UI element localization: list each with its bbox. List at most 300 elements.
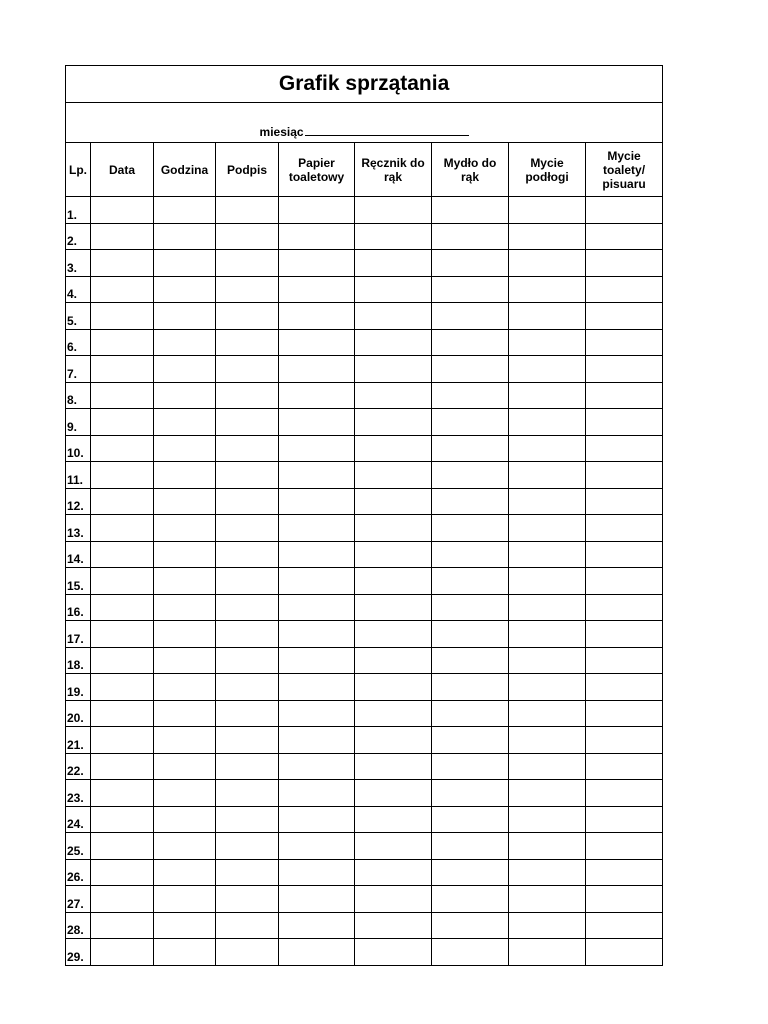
entry-cell-mydlo-do-rak[interactable] <box>432 859 509 886</box>
entry-cell-mydlo-do-rak[interactable] <box>432 912 509 939</box>
entry-cell-data[interactable] <box>91 303 154 330</box>
table-row <box>66 568 663 595</box>
entry-cell-data[interactable] <box>91 647 154 674</box>
entry-cell-mycie-podlogi[interactable] <box>509 329 586 356</box>
entry-cell-mycie-podlogi[interactable] <box>509 515 586 542</box>
table-row <box>66 462 663 489</box>
entry-cell-mydlo-do-rak[interactable] <box>432 833 509 860</box>
entry-cell-papier-toaletowy[interactable] <box>279 594 355 621</box>
document-title: Grafik sprzątania <box>66 66 663 103</box>
entry-cell-data[interactable] <box>91 541 154 568</box>
entry-cell-podpis[interactable] <box>216 700 279 727</box>
row-number: 4. <box>66 276 91 303</box>
entry-cell-podpis[interactable] <box>216 197 279 224</box>
table-row <box>66 276 663 303</box>
table-row <box>66 939 663 966</box>
entry-cell-godzina[interactable] <box>154 859 216 886</box>
entry-cell-mydlo-do-rak[interactable] <box>432 674 509 701</box>
entry-cell-recznik-do-rak[interactable] <box>355 356 432 383</box>
entry-cell-papier-toaletowy[interactable] <box>279 647 355 674</box>
entry-cell-godzina[interactable] <box>154 223 216 250</box>
entry-cell-data[interactable] <box>91 806 154 833</box>
entry-cell-papier-toaletowy[interactable] <box>279 541 355 568</box>
entry-cell-mycie-podlogi[interactable] <box>509 568 586 595</box>
entry-cell-papier-toaletowy[interactable] <box>279 197 355 224</box>
entry-cell-papier-toaletowy[interactable] <box>279 727 355 754</box>
table-row <box>66 435 663 462</box>
entry-cell-recznik-do-rak[interactable] <box>355 912 432 939</box>
entry-cell-recznik-do-rak[interactable] <box>355 886 432 913</box>
entry-cell-recznik-do-rak[interactable] <box>355 753 432 780</box>
month-label: miesiąc <box>259 125 304 139</box>
entry-cell-papier-toaletowy[interactable] <box>279 939 355 966</box>
entry-cell-mydlo-do-rak[interactable] <box>432 700 509 727</box>
entry-cell-papier-toaletowy[interactable] <box>279 356 355 383</box>
entry-cell-papier-toaletowy[interactable] <box>279 859 355 886</box>
entry-cell-recznik-do-rak[interactable] <box>355 515 432 542</box>
entry-cell-mycie-toalety-pisuaru[interactable] <box>586 541 663 568</box>
table-row <box>66 833 663 860</box>
entry-cell-data[interactable] <box>91 276 154 303</box>
entry-cell-data[interactable] <box>91 223 154 250</box>
table-row <box>66 780 663 807</box>
entry-cell-papier-toaletowy[interactable] <box>279 568 355 595</box>
entry-cell-mycie-toalety-pisuaru[interactable] <box>586 276 663 303</box>
entry-cell-papier-toaletowy[interactable] <box>279 515 355 542</box>
entry-cell-podpis[interactable] <box>216 329 279 356</box>
entry-cell-data[interactable] <box>91 197 154 224</box>
entry-cell-podpis[interactable] <box>216 435 279 462</box>
entry-cell-mycie-toalety-pisuaru[interactable] <box>586 780 663 807</box>
entry-cell-podpis[interactable] <box>216 276 279 303</box>
entry-cell-mycie-toalety-pisuaru[interactable] <box>586 912 663 939</box>
row-number: 20. <box>66 700 91 727</box>
entry-cell-papier-toaletowy[interactable] <box>279 462 355 489</box>
entry-cell-papier-toaletowy[interactable] <box>279 382 355 409</box>
entry-cell-recznik-do-rak[interactable] <box>355 700 432 727</box>
entry-cell-podpis[interactable] <box>216 621 279 648</box>
entry-cell-mycie-toalety-pisuaru[interactable] <box>586 197 663 224</box>
row-number: 23. <box>66 780 91 807</box>
entry-cell-mycie-toalety-pisuaru[interactable] <box>586 859 663 886</box>
entry-cell-godzina[interactable] <box>154 594 216 621</box>
table-row <box>66 912 663 939</box>
entry-cell-godzina[interactable] <box>154 647 216 674</box>
row-number: 7. <box>66 356 91 383</box>
entry-cell-godzina[interactable] <box>154 435 216 462</box>
row-number: 17. <box>66 621 91 648</box>
table-row <box>66 727 663 754</box>
row-number: 14. <box>66 541 91 568</box>
row-number: 8. <box>66 382 91 409</box>
column-header-podpis: Podpis <box>216 143 279 197</box>
row-number: 21. <box>66 727 91 754</box>
entry-cell-podpis[interactable] <box>216 515 279 542</box>
entry-cell-recznik-do-rak[interactable] <box>355 806 432 833</box>
entry-cell-mycie-podlogi[interactable] <box>509 462 586 489</box>
entry-cell-mydlo-do-rak[interactable] <box>432 515 509 542</box>
column-header-mycie-toalety-pisuaru: Mycie toalety/ pisuaru <box>586 143 663 197</box>
entry-cell-mydlo-do-rak[interactable] <box>432 594 509 621</box>
entry-cell-mycie-podlogi[interactable] <box>509 541 586 568</box>
entry-cell-podpis[interactable] <box>216 833 279 860</box>
table-row <box>66 621 663 648</box>
entry-cell-recznik-do-rak[interactable] <box>355 780 432 807</box>
entry-cell-godzina[interactable] <box>154 700 216 727</box>
row-number: 1. <box>66 197 91 224</box>
entry-cell-godzina[interactable] <box>154 753 216 780</box>
entry-cell-mycie-toalety-pisuaru[interactable] <box>586 435 663 462</box>
row-number: 26. <box>66 859 91 886</box>
entry-cell-mycie-toalety-pisuaru[interactable] <box>586 488 663 515</box>
entry-cell-mycie-podlogi[interactable] <box>509 356 586 383</box>
month-field[interactable] <box>66 103 663 143</box>
entry-cell-data[interactable] <box>91 594 154 621</box>
entry-cell-papier-toaletowy[interactable] <box>279 488 355 515</box>
table-row <box>66 806 663 833</box>
row-number: 29. <box>66 939 91 966</box>
entry-cell-data[interactable] <box>91 727 154 754</box>
table-row <box>66 303 663 330</box>
entry-cell-papier-toaletowy[interactable] <box>279 329 355 356</box>
entry-cell-mycie-podlogi[interactable] <box>509 727 586 754</box>
entry-cell-data[interactable] <box>91 382 154 409</box>
entry-cell-mycie-podlogi[interactable] <box>509 594 586 621</box>
entry-cell-mycie-toalety-pisuaru[interactable] <box>586 462 663 489</box>
entry-cell-recznik-do-rak[interactable] <box>355 674 432 701</box>
entry-cell-mycie-podlogi[interactable] <box>509 250 586 277</box>
entry-cell-data[interactable] <box>91 515 154 542</box>
entry-cell-papier-toaletowy[interactable] <box>279 276 355 303</box>
entry-cell-mydlo-do-rak[interactable] <box>432 250 509 277</box>
table-row <box>66 700 663 727</box>
entry-cell-mydlo-do-rak[interactable] <box>432 382 509 409</box>
row-number: 28. <box>66 912 91 939</box>
entry-cell-mycie-toalety-pisuaru[interactable] <box>586 647 663 674</box>
entry-cell-recznik-do-rak[interactable] <box>355 594 432 621</box>
entry-cell-godzina[interactable] <box>154 250 216 277</box>
entry-cell-podpis[interactable] <box>216 382 279 409</box>
entry-cell-recznik-do-rak[interactable] <box>355 727 432 754</box>
entry-cell-mycie-toalety-pisuaru[interactable] <box>586 515 663 542</box>
row-number: 16. <box>66 594 91 621</box>
entry-cell-godzina[interactable] <box>154 541 216 568</box>
entry-cell-data[interactable] <box>91 568 154 595</box>
entry-cell-mycie-toalety-pisuaru[interactable] <box>586 568 663 595</box>
entry-cell-podpis[interactable] <box>216 250 279 277</box>
entry-cell-mycie-podlogi[interactable] <box>509 833 586 860</box>
entry-cell-mycie-toalety-pisuaru[interactable] <box>586 223 663 250</box>
entry-cell-mycie-podlogi[interactable] <box>509 700 586 727</box>
cleaning-schedule-table <box>65 65 663 966</box>
table-row <box>66 753 663 780</box>
entry-cell-godzina[interactable] <box>154 780 216 807</box>
entry-cell-recznik-do-rak[interactable] <box>355 859 432 886</box>
entry-cell-recznik-do-rak[interactable] <box>355 462 432 489</box>
entry-cell-data[interactable] <box>91 780 154 807</box>
row-number: 5. <box>66 303 91 330</box>
entry-cell-mycie-podlogi[interactable] <box>509 753 586 780</box>
entry-cell-mydlo-do-rak[interactable] <box>432 806 509 833</box>
column-header-mycie-podlogi: Mycie podłogi <box>509 143 586 197</box>
row-number: 27. <box>66 886 91 913</box>
entry-cell-godzina[interactable] <box>154 276 216 303</box>
entry-cell-godzina[interactable] <box>154 409 216 436</box>
row-number: 12. <box>66 488 91 515</box>
entry-cell-data[interactable] <box>91 488 154 515</box>
entry-cell-data[interactable] <box>91 939 154 966</box>
entry-cell-mydlo-do-rak[interactable] <box>432 541 509 568</box>
entry-cell-mycie-podlogi[interactable] <box>509 303 586 330</box>
entry-cell-podpis[interactable] <box>216 727 279 754</box>
entry-cell-godzina[interactable] <box>154 886 216 913</box>
table-row <box>66 515 663 542</box>
column-header-lp: Lp. <box>66 143 91 197</box>
row-number: 6. <box>66 329 91 356</box>
table-row <box>66 886 663 913</box>
entry-cell-mydlo-do-rak[interactable] <box>432 329 509 356</box>
entry-cell-podpis[interactable] <box>216 753 279 780</box>
entry-cell-godzina[interactable] <box>154 303 216 330</box>
entry-cell-recznik-do-rak[interactable] <box>355 621 432 648</box>
entry-cell-mycie-podlogi[interactable] <box>509 939 586 966</box>
entry-cell-papier-toaletowy[interactable] <box>279 674 355 701</box>
entry-cell-recznik-do-rak[interactable] <box>355 197 432 224</box>
table-row <box>66 859 663 886</box>
entry-cell-mycie-podlogi[interactable] <box>509 806 586 833</box>
row-number: 18. <box>66 647 91 674</box>
entry-cell-godzina[interactable] <box>154 488 216 515</box>
entry-cell-podpis[interactable] <box>216 674 279 701</box>
entry-cell-recznik-do-rak[interactable] <box>355 939 432 966</box>
entry-cell-mycie-podlogi[interactable] <box>509 674 586 701</box>
row-number: 9. <box>66 409 91 436</box>
entry-cell-mydlo-do-rak[interactable] <box>432 488 509 515</box>
entry-cell-mycie-toalety-pisuaru[interactable] <box>586 382 663 409</box>
row-number: 19. <box>66 674 91 701</box>
entry-cell-podpis[interactable] <box>216 488 279 515</box>
entry-cell-mycie-podlogi[interactable] <box>509 912 586 939</box>
entry-cell-recznik-do-rak[interactable] <box>355 435 432 462</box>
entry-cell-papier-toaletowy[interactable] <box>279 621 355 648</box>
entry-cell-mycie-podlogi[interactable] <box>509 409 586 436</box>
entry-cell-recznik-do-rak[interactable] <box>355 833 432 860</box>
column-header-recznik-do-rak: Ręcznik do rąk <box>355 143 432 197</box>
entry-cell-godzina[interactable] <box>154 727 216 754</box>
entry-cell-podpis[interactable] <box>216 806 279 833</box>
entry-cell-recznik-do-rak[interactable] <box>355 568 432 595</box>
table-row <box>66 250 663 277</box>
entry-cell-recznik-do-rak[interactable] <box>355 647 432 674</box>
entry-cell-mydlo-do-rak[interactable] <box>432 568 509 595</box>
entry-cell-papier-toaletowy[interactable] <box>279 833 355 860</box>
entry-cell-godzina[interactable] <box>154 568 216 595</box>
entry-cell-papier-toaletowy[interactable] <box>279 912 355 939</box>
entry-cell-mycie-toalety-pisuaru[interactable] <box>586 329 663 356</box>
entry-cell-podpis[interactable] <box>216 568 279 595</box>
column-header-data: Data <box>91 143 154 197</box>
entry-cell-mycie-toalety-pisuaru[interactable] <box>586 700 663 727</box>
entry-cell-recznik-do-rak[interactable] <box>355 382 432 409</box>
entry-cell-mydlo-do-rak[interactable] <box>432 939 509 966</box>
entry-cell-mycie-podlogi[interactable] <box>509 859 586 886</box>
row-number: 11. <box>66 462 91 489</box>
table-row <box>66 674 663 701</box>
entry-cell-podpis[interactable] <box>216 886 279 913</box>
entry-cell-mydlo-do-rak[interactable] <box>432 621 509 648</box>
entry-cell-papier-toaletowy[interactable] <box>279 303 355 330</box>
entry-cell-papier-toaletowy[interactable] <box>279 753 355 780</box>
entry-cell-data[interactable] <box>91 435 154 462</box>
entry-cell-mycie-toalety-pisuaru[interactable] <box>586 939 663 966</box>
entry-cell-mydlo-do-rak[interactable] <box>432 886 509 913</box>
entry-cell-papier-toaletowy[interactable] <box>279 806 355 833</box>
entry-cell-papier-toaletowy[interactable] <box>279 780 355 807</box>
entry-cell-mydlo-do-rak[interactable] <box>432 435 509 462</box>
entry-cell-podpis[interactable] <box>216 647 279 674</box>
entry-cell-data[interactable] <box>91 753 154 780</box>
table-row <box>66 594 663 621</box>
table-row <box>66 541 663 568</box>
entry-cell-godzina[interactable] <box>154 674 216 701</box>
entry-cell-data[interactable] <box>91 329 154 356</box>
entry-cell-papier-toaletowy[interactable] <box>279 886 355 913</box>
entry-cell-data[interactable] <box>91 674 154 701</box>
entry-cell-podpis[interactable] <box>216 912 279 939</box>
entry-cell-mydlo-do-rak[interactable] <box>432 780 509 807</box>
entry-cell-mycie-podlogi[interactable] <box>509 435 586 462</box>
entry-cell-godzina[interactable] <box>154 833 216 860</box>
entry-cell-mycie-toalety-pisuaru[interactable] <box>586 886 663 913</box>
entry-cell-godzina[interactable] <box>154 462 216 489</box>
entry-cell-podpis[interactable] <box>216 223 279 250</box>
entry-cell-mycie-podlogi[interactable] <box>509 780 586 807</box>
entry-cell-mydlo-do-rak[interactable] <box>432 223 509 250</box>
entry-cell-mycie-toalety-pisuaru[interactable] <box>586 674 663 701</box>
entry-cell-recznik-do-rak[interactable] <box>355 303 432 330</box>
entry-cell-mycie-podlogi[interactable] <box>509 488 586 515</box>
entry-cell-godzina[interactable] <box>154 806 216 833</box>
entry-cell-mycie-toalety-pisuaru[interactable] <box>586 621 663 648</box>
entry-cell-godzina[interactable] <box>154 382 216 409</box>
entry-cell-podpis[interactable] <box>216 594 279 621</box>
entry-cell-mydlo-do-rak[interactable] <box>432 647 509 674</box>
entry-cell-data[interactable] <box>91 859 154 886</box>
entry-cell-mydlo-do-rak[interactable] <box>432 753 509 780</box>
entry-cell-mycie-podlogi[interactable] <box>509 382 586 409</box>
entry-cell-mydlo-do-rak[interactable] <box>432 197 509 224</box>
entry-cell-papier-toaletowy[interactable] <box>279 700 355 727</box>
entry-cell-mycie-toalety-pisuaru[interactable] <box>586 356 663 383</box>
entry-cell-mycie-toalety-pisuaru[interactable] <box>586 409 663 436</box>
entry-cell-godzina[interactable] <box>154 912 216 939</box>
entry-cell-data[interactable] <box>91 912 154 939</box>
table-row <box>66 409 663 436</box>
entry-cell-recznik-do-rak[interactable] <box>355 329 432 356</box>
entry-cell-data[interactable] <box>91 250 154 277</box>
entry-cell-mydlo-do-rak[interactable] <box>432 356 509 383</box>
entry-cell-mydlo-do-rak[interactable] <box>432 462 509 489</box>
entry-cell-recznik-do-rak[interactable] <box>355 541 432 568</box>
entry-cell-recznik-do-rak[interactable] <box>355 276 432 303</box>
entry-cell-podpis[interactable] <box>216 939 279 966</box>
entry-cell-mycie-podlogi[interactable] <box>509 197 586 224</box>
row-number: 10. <box>66 435 91 462</box>
entry-cell-papier-toaletowy[interactable] <box>279 250 355 277</box>
entry-cell-data[interactable] <box>91 833 154 860</box>
entry-cell-mycie-podlogi[interactable] <box>509 223 586 250</box>
entry-cell-mycie-toalety-pisuaru[interactable] <box>586 250 663 277</box>
entry-cell-mycie-toalety-pisuaru[interactable] <box>586 806 663 833</box>
entry-cell-godzina[interactable] <box>154 197 216 224</box>
entry-cell-mycie-podlogi[interactable] <box>509 621 586 648</box>
entry-cell-mycie-podlogi[interactable] <box>509 886 586 913</box>
entry-cell-godzina[interactable] <box>154 329 216 356</box>
entry-cell-godzina[interactable] <box>154 356 216 383</box>
entry-cell-podpis[interactable] <box>216 541 279 568</box>
entry-cell-mycie-toalety-pisuaru[interactable] <box>586 833 663 860</box>
entry-cell-podpis[interactable] <box>216 303 279 330</box>
entry-cell-mydlo-do-rak[interactable] <box>432 727 509 754</box>
month-fill-line[interactable] <box>305 134 469 136</box>
entry-cell-mycie-podlogi[interactable] <box>509 647 586 674</box>
entry-cell-data[interactable] <box>91 621 154 648</box>
row-number: 15. <box>66 568 91 595</box>
row-number: 22. <box>66 753 91 780</box>
entry-cell-podpis[interactable] <box>216 462 279 489</box>
column-header-mydlo-do-rak: Mydło do rąk <box>432 143 509 197</box>
row-number: 3. <box>66 250 91 277</box>
entry-cell-mycie-toalety-pisuaru[interactable] <box>586 727 663 754</box>
table-row <box>66 329 663 356</box>
entry-cell-mycie-podlogi[interactable] <box>509 276 586 303</box>
entry-cell-mycie-toalety-pisuaru[interactable] <box>586 753 663 780</box>
entry-cell-data[interactable] <box>91 700 154 727</box>
entry-cell-papier-toaletowy[interactable] <box>279 435 355 462</box>
entry-cell-mycie-toalety-pisuaru[interactable] <box>586 303 663 330</box>
entry-cell-podpis[interactable] <box>216 356 279 383</box>
entry-cell-podpis[interactable] <box>216 859 279 886</box>
entry-cell-mycie-toalety-pisuaru[interactable] <box>586 594 663 621</box>
entry-cell-recznik-do-rak[interactable] <box>355 250 432 277</box>
entry-cell-papier-toaletowy[interactable] <box>279 409 355 436</box>
entry-cell-mydlo-do-rak[interactable] <box>432 303 509 330</box>
entry-cell-recznik-do-rak[interactable] <box>355 488 432 515</box>
table-row <box>66 356 663 383</box>
row-number: 2. <box>66 223 91 250</box>
entry-cell-godzina[interactable] <box>154 621 216 648</box>
cleaning-schedule-sheet <box>65 65 662 966</box>
entry-cell-podpis[interactable] <box>216 409 279 436</box>
entry-cell-recznik-do-rak[interactable] <box>355 223 432 250</box>
entry-cell-data[interactable] <box>91 886 154 913</box>
entry-cell-recznik-do-rak[interactable] <box>355 409 432 436</box>
entry-cell-mydlo-do-rak[interactable] <box>432 276 509 303</box>
table-row <box>66 647 663 674</box>
table-row <box>66 223 663 250</box>
entry-cell-godzina[interactable] <box>154 939 216 966</box>
entry-cell-godzina[interactable] <box>154 515 216 542</box>
entry-cell-data[interactable] <box>91 462 154 489</box>
entry-cell-papier-toaletowy[interactable] <box>279 223 355 250</box>
entry-cell-data[interactable] <box>91 356 154 383</box>
entry-cell-mydlo-do-rak[interactable] <box>432 409 509 436</box>
row-number: 13. <box>66 515 91 542</box>
column-header-godzina: Godzina <box>154 143 216 197</box>
row-number: 24. <box>66 806 91 833</box>
entry-cell-data[interactable] <box>91 409 154 436</box>
entry-cell-podpis[interactable] <box>216 780 279 807</box>
